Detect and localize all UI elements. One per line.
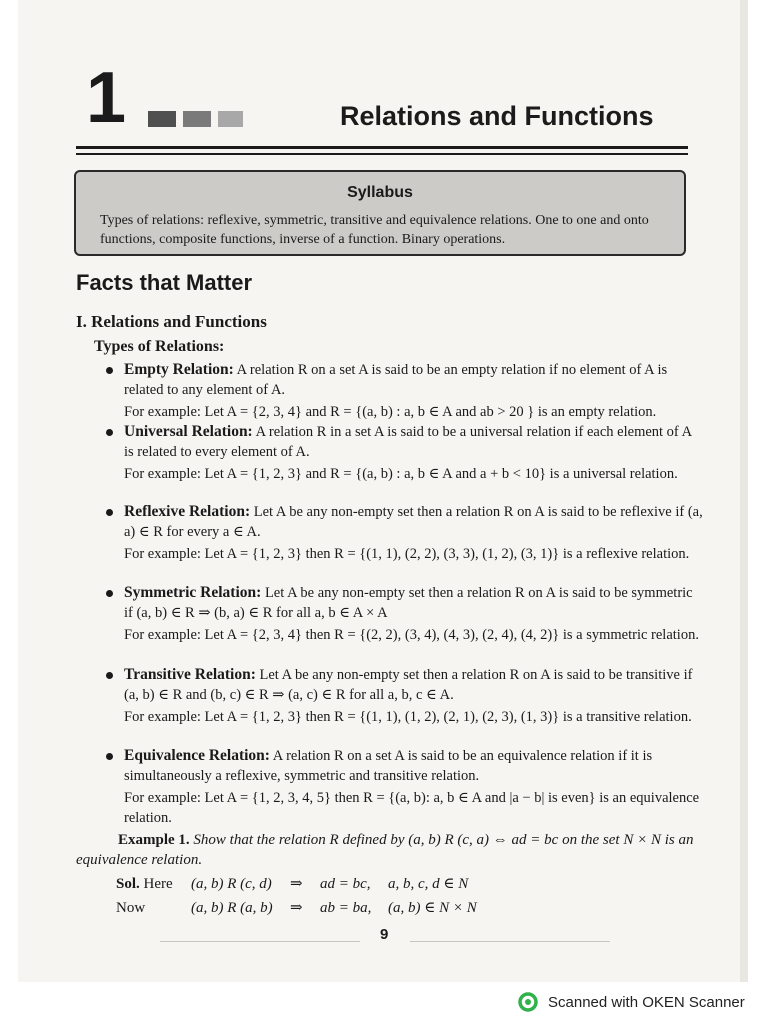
relation-title: Equivalence Relation: [124,747,270,764]
relation-definition: Let A be any non-empty set then a relation R on A is said to be symmetric if (a, b) ∈ R ⇒ (b, a) ∈ R for all a, b ∈ A × A [124,585,693,621]
solution-condition [388,874,468,894]
solution-lead: Here [143,876,173,892]
solution-expression: (a, b) R (c, d) [191,876,272,892]
relation-equivalence [124,746,704,828]
relation-universal [124,422,704,485]
scanner-logo-icon [518,992,538,1012]
scanner-text: Scanned with OKEN Scanner [548,993,745,1011]
relation-definition: A relation R on a set A is said to be an equivalence relation if it is simultaneously a reflexive, symmetric and transitive relation. [124,748,653,784]
bullet-icon [106,672,113,679]
example-question: Show that the relation R defined by (a, b) R (c, a) ⇔ ad = bc on the set N × N is an equivalence relation. [76,832,694,868]
relation-definition: A relation R in a set A is said to be a universal relation if each element of A is related to every element of A. [124,424,692,460]
relation-transitive [124,665,704,728]
bullet-icon [106,590,113,597]
solution-expression: ad = bc, [320,876,371,892]
relation-title: Universal Relation: [124,423,253,440]
relation-example: For example: Let A = {2, 3, 4} and R = {(a, b) : a, b ∈ A and ab > 20 } is an empty relation. [124,404,657,420]
solution-expression: a, b, c, d ∈ N [388,876,469,892]
chapter-title: Relations and Functions [340,101,654,131]
chapter-decor-block [218,111,243,127]
solution-lhs [191,874,272,894]
relation-example: For example: Let A = {1, 2, 3} and R = {(a, b) : a, b ∈ A and a + b < 10} is a universal relation. [124,466,678,482]
example-label: Example 1. [118,832,190,848]
solution-expression: (a, b) R (a, b) [191,900,273,916]
facts-heading: Facts that Matter [76,270,253,295]
bullet-icon [106,367,113,374]
solution-label: Sol. [116,876,140,892]
relation-title: Symmetric Relation: [124,584,262,601]
solution-rhs [320,898,371,918]
solution-expression: (a, b) ∈ N × N [388,900,477,916]
chapter-decor-block [148,111,176,127]
solution-arrow: ⇒ [290,900,303,916]
solution-arrow: ⇒ [290,876,303,892]
relation-title: Transitive Relation: [124,666,256,683]
relation-title: Reflexive Relation: [124,503,251,520]
solution-label-row [116,874,173,894]
bullet-icon [106,753,113,760]
relation-example: For example: Let A = {2, 3, 4} then R = {(2, 2), (3, 4), (4, 3), (2, 4), (4, 2)} is a symmetric relation. [124,627,699,643]
page-number: 9 [380,926,389,943]
relation-example: For example: Let A = {1, 2, 3} then R = {(1, 1), (1, 2), (2, 1), (2, 3), (1, 3)} is a transitive relation. [124,709,692,725]
page-edge [740,0,748,982]
relation-definition: Let A be any non-empty set then a relation R on A is said to be transitive if (a, b) ∈ R and (b, c) ∈ R ⇒ (a, c) ∈ R for all a, b, c ∈ A. [124,667,693,703]
title-rule [76,153,688,155]
page-number-rule [160,941,360,942]
solution-condition [388,898,477,918]
solution-lhs [191,898,273,918]
title-rule [76,146,688,149]
chapter-decor-block [183,111,211,127]
relation-symmetric [124,583,704,646]
relation-reflexive [124,502,704,565]
syllabus-box [74,170,686,256]
relation-definition: Let A be any non-empty set then a relation R on A is said to be reflexive if (a, a) ∈ R for every a ∈ A. [124,504,703,540]
solution-lead-now: Now [116,900,146,916]
relation-title: Empty Relation: [124,361,234,378]
bullet-icon [106,429,113,436]
chapter-number: 1 [86,58,127,138]
bullet-icon [106,509,113,516]
relation-empty [124,360,704,423]
scanner-watermark [518,990,745,1014]
syllabus-heading: Syllabus [347,184,413,201]
relation-example: For example: Let A = {1, 2, 3} then R = {(1, 1), (2, 2), (3, 3), (1, 2), (3, 1)} is a reflexive relation. [124,546,690,562]
relation-definition: A relation R on a set A is said to be an empty relation if no element of A is related to any element of A. [124,362,668,398]
types-heading: Types of Relations: [94,338,225,355]
solution-rhs [320,874,371,894]
page-number-rule [410,941,610,942]
syllabus-text: Types of relations: reflexive, symmetric, transitive and equivalence relations. One to one and onto functions, composite functions, inverse of a function. Binary operations. [100,213,649,247]
section-heading: I. Relations and Functions [76,312,267,331]
example-1 [76,830,706,870]
relation-example: For example: Let A = {1, 2, 3, 4, 5} then R = {(a, b): a, b ∈ A and |a − b| is even} is an equivalence relation. [124,790,700,826]
solution-expression: ab = ba, [320,900,372,916]
